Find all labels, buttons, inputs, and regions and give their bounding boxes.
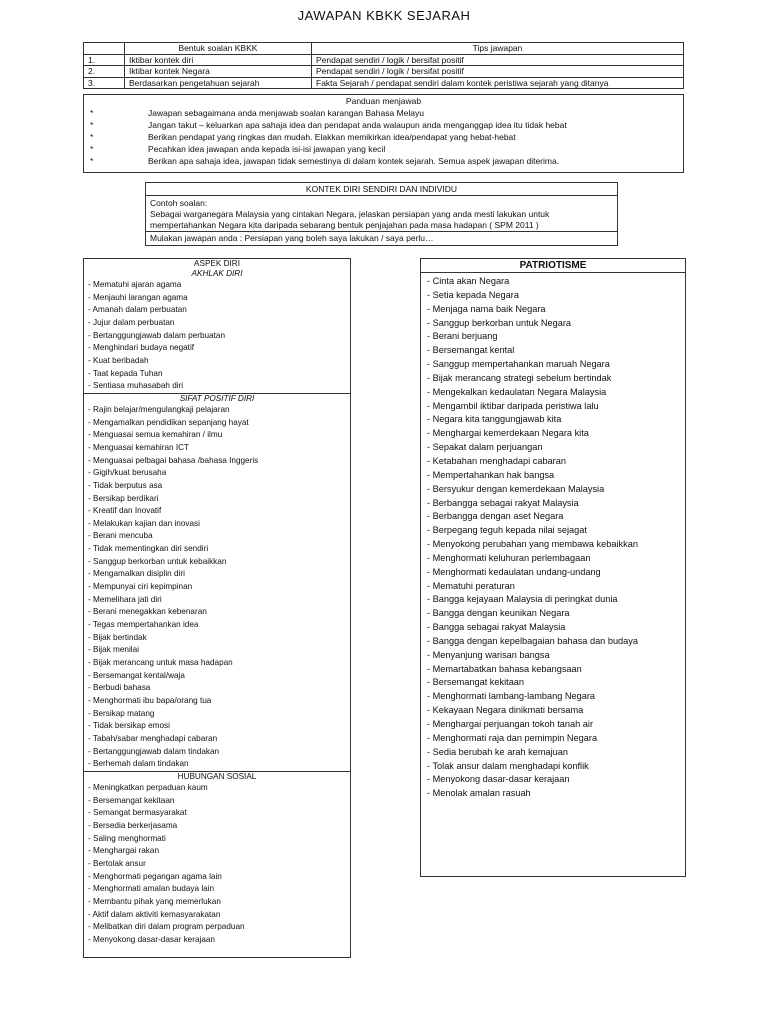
guide-item-text: Berikan pendapat yang ringkas dan mudah. Elakkan memikirkan idea/pendapat yang hebat-hebat bbox=[148, 132, 516, 142]
list-item: - Mempunyai ciri kepimpinan bbox=[88, 582, 193, 592]
list-item: - Tegas mempertahankan idea bbox=[88, 620, 199, 630]
list-item: - Sanggup mempertahankan maruah Negara bbox=[427, 359, 610, 370]
list-item: - Mengamalkan pendidikan sepanjang hayat bbox=[88, 417, 249, 427]
example-start: Mulakan jawapan anda : Persiapan yang boleh saya lakukan / saya perlu… bbox=[146, 231, 617, 245]
list-item: - Melakukan kajian dan inovasi bbox=[88, 518, 200, 528]
sifat-list bbox=[84, 404, 350, 771]
guide-item bbox=[84, 107, 683, 119]
list-item: - Aktif dalam aktiviti kemasyarakatan bbox=[88, 909, 221, 919]
list-item: - Bersemangat kekitaan bbox=[427, 677, 525, 688]
table-row bbox=[84, 77, 684, 89]
list-item: - Sepakat dalam perjuangan bbox=[427, 442, 543, 453]
table-cell: Fakta Sejarah / pendapat sendiri dalam kontek peristiwa sejarah yang ditanya bbox=[312, 77, 684, 89]
table-header-row bbox=[84, 43, 684, 55]
akhlak-list bbox=[84, 279, 350, 393]
list-item: - Menyokong dasar-dasar kerajaan bbox=[427, 774, 570, 785]
sosial-heading: HUBUNGAN SOSIAL bbox=[177, 771, 257, 781]
list-item: - Mematuhi ajaran agama bbox=[88, 280, 182, 289]
list-item: - Berani mencuba bbox=[88, 531, 153, 541]
list-item: - Memelihara jati diri bbox=[88, 594, 162, 604]
list-item: - Berpegang teguh kepada nilai sejagat bbox=[427, 525, 587, 536]
list-item: - Membantu pihak yang memerlukan bbox=[88, 896, 221, 906]
table-cell: Pendapat sendiri / logik / bersifat positif bbox=[312, 66, 684, 78]
list-item: - Taat kepada Tuhan bbox=[88, 368, 163, 378]
table-cell: 2. bbox=[84, 66, 125, 78]
list-item: - Menjaga nama baik Negara bbox=[427, 303, 546, 314]
guide-item bbox=[84, 131, 683, 143]
list-item: - Bersikap matang bbox=[88, 708, 155, 718]
list-item: - Berhemah dalam tindakan bbox=[88, 759, 189, 769]
list-item: - Tidak mementingkan diri sendiri bbox=[88, 544, 209, 554]
list-item: - Mematuhi peraturan bbox=[427, 580, 515, 591]
list-item: - Berbudi bahasa bbox=[88, 683, 151, 693]
list-item: - Amanah dalam perbuatan bbox=[88, 305, 187, 315]
table-header-cell: Tips jawapan bbox=[312, 43, 684, 55]
list-item: - Tabah/sabar menghadapi cabaran bbox=[88, 733, 218, 743]
list-item: - Bersemangat kekitaan bbox=[88, 795, 175, 805]
list-item: - Mengamalkan disiplin diri bbox=[88, 569, 185, 579]
list-item: - Menghargai perjuangan tokoh tanah air bbox=[427, 719, 593, 729]
list-item: - Bersemangat kental/waja bbox=[88, 670, 185, 680]
list-item: - Mengekalkan kedaulatan Negara Malaysia bbox=[427, 386, 607, 397]
guide-item bbox=[84, 143, 683, 155]
list-item: - Bangga dengan keunikan Negara bbox=[427, 608, 570, 619]
list-item: - Berani berjuang bbox=[427, 331, 498, 342]
example-question-line: Sebagai warganegara Malaysia yang cintakan Negara, jelaskan persiapan yang anda mesti lakukan untuk bbox=[150, 209, 550, 219]
list-item: - Bijak menilai bbox=[88, 645, 139, 655]
list-item: - Menghormati kedaulatan undang-undang bbox=[427, 566, 601, 577]
bullet: * bbox=[90, 108, 94, 118]
list-item: - Jujur dalam perbuatan bbox=[88, 317, 175, 327]
list-item: - Bertanggungjawab dalam perbuatan bbox=[88, 330, 226, 340]
list-item: - Negara kita tanggungjawab kita bbox=[427, 414, 562, 425]
guide-item bbox=[84, 155, 683, 167]
list-item: - Tidak bersikap emosi bbox=[88, 721, 170, 731]
table-cell: Iktibar kontek Negara bbox=[125, 66, 312, 78]
guide-item-text: Berikan apa sahaja idea, jawapan tidak semestinya di dalam kontek sejarah. Semua aspek jawapan diterima. bbox=[148, 156, 560, 166]
list-item: - Menguasai semua kemahiran / ilmu bbox=[88, 430, 223, 440]
list-item: - Bersyukur dengan kemerdekaan Malaysia bbox=[427, 483, 605, 494]
list-item: - Saling menghormati bbox=[88, 833, 166, 843]
list-item: - Sanggup berkorban untuk kebaikkan bbox=[88, 556, 227, 566]
list-item: - Bijak bertindak bbox=[88, 632, 147, 642]
table-cell: Iktibar kontek diri bbox=[125, 54, 312, 66]
list-item: - Setia kepada Negara bbox=[427, 289, 519, 300]
bullet: * bbox=[90, 144, 94, 154]
list-item: - Berbangga dengan aset Negara bbox=[427, 511, 564, 522]
page-title: JAWAPAN KBKK SEJARAH bbox=[297, 8, 471, 23]
list-item: - Bersikap berdikari bbox=[88, 493, 159, 503]
list-item: - Menguasai pelbagai bahasa /bahasa Inggeris bbox=[88, 455, 259, 465]
kbkk-table bbox=[83, 42, 684, 89]
list-item: - Bangga sebagai rakyat Malaysia bbox=[427, 622, 566, 633]
table-row bbox=[84, 54, 684, 66]
list-item: - Bertolak ansur bbox=[88, 858, 146, 868]
list-item: - Berani menegakkan kebenaran bbox=[88, 607, 207, 617]
list-item: - Menolak amalan rasuah bbox=[427, 788, 531, 799]
list-item: - Meningkatkan perpaduan kaum bbox=[88, 782, 208, 792]
table-row bbox=[84, 66, 684, 78]
list-item: - Menghormati pegangan agama lain bbox=[88, 871, 222, 881]
list-item: - Bersedia berkerjasama bbox=[88, 820, 178, 830]
list-item: - Menguasai kemahiran ICT bbox=[88, 442, 190, 452]
list-item: - Tolak ansur dalam menghadapi konflik bbox=[427, 760, 589, 771]
guide-item-text: Jawapan sebagaimana anda menjawab soalan karangan Bahasa Melayu bbox=[148, 108, 424, 118]
list-item: - Bijak merancang strategi sebelum bertindak bbox=[427, 372, 612, 383]
sosial-list bbox=[84, 782, 350, 947]
guide-heading: Panduan menjawab bbox=[345, 96, 422, 106]
bullet: * bbox=[90, 120, 94, 130]
list-item: - Menjauhi larangan agama bbox=[88, 292, 188, 302]
list-item: - Berbangga sebagai rakyat Malaysia bbox=[427, 497, 579, 508]
patriotisme-box bbox=[420, 258, 686, 877]
list-item: - Menghormati ibu bapa/orang tua bbox=[88, 696, 212, 705]
list-item: - Menyanjung warisan bangsa bbox=[427, 649, 550, 660]
list-item: - Semangat bermasyarakat bbox=[88, 808, 187, 818]
example-box bbox=[145, 182, 618, 246]
list-item: - Kuat beribadah bbox=[88, 355, 149, 365]
patriotisme-list bbox=[421, 273, 685, 801]
aspek-diri-box bbox=[83, 258, 351, 958]
table-header-cell bbox=[84, 43, 125, 55]
list-item: - Sedia berubah ke arah kemajuan bbox=[427, 746, 568, 757]
list-item: - Bersemangat kental bbox=[427, 345, 515, 356]
list-item: - Bangga kejayaan Malaysia di peringkat dunia bbox=[427, 594, 618, 605]
list-item: - Bijak merancang untuk masa hadapan bbox=[88, 658, 233, 668]
list-item: - Menyokong perubahan yang membawa kebaikkan bbox=[427, 539, 638, 550]
bullet: * bbox=[90, 156, 94, 166]
patriotisme-heading: PATRIOTISME bbox=[421, 259, 685, 273]
list-item: - Bertanggungjawab dalam tindakan bbox=[88, 746, 220, 756]
list-item: - Mengambil iktibar daripada peristiwa lalu bbox=[427, 400, 599, 411]
list-item: - Menyokong dasar-dasar kerajaan bbox=[88, 934, 215, 944]
list-item: - Gigih/kuat berusaha bbox=[88, 468, 167, 478]
table-cell: 3. bbox=[84, 77, 125, 89]
example-heading: KONTEK DIRI SENDIRI DAN INDIVIDU bbox=[146, 183, 617, 196]
table-cell: 1. bbox=[84, 54, 125, 66]
list-item: - Sentiasa muhasabah diri bbox=[88, 381, 184, 391]
guide-item-text: Jangan takut – keluarkan apa sahaja idea dan pendapat anda walaupun anda menganggap idea itu tidak hebat bbox=[148, 120, 567, 130]
example-question-line: mempertahankan Negara kita daripada sebarang bentuk penjajahan pada masa hadapan ( SPM 2011 ) bbox=[150, 220, 539, 230]
list-item: - Menghormati keluhuran perlembagaan bbox=[427, 552, 591, 563]
table-cell: Berdasarkan pengetahuan sejarah bbox=[125, 77, 312, 89]
list-item: - Menghargai rakan bbox=[88, 846, 159, 856]
bullet: * bbox=[90, 132, 94, 142]
list-item: - Menghormati raja dan pemimpin Negara bbox=[427, 732, 598, 743]
list-item: - Kekayaan Negara dinikmati bersama bbox=[427, 705, 584, 716]
akhlak-heading: AKHLAK DIRI bbox=[191, 269, 243, 278]
table-cell: Pendapat sendiri / logik / bersifat positif bbox=[312, 54, 684, 66]
guide-item-text: Pecahkan idea jawapan anda kepada isi-isi jawapan yang kecil bbox=[148, 144, 386, 154]
list-item: - Rajin belajar/mengulangkaji pelajaran bbox=[88, 404, 230, 414]
list-item: - Tidak berputus asa bbox=[88, 480, 163, 490]
guide-box bbox=[83, 94, 684, 173]
aspek-diri-heading: ASPEK DIRI bbox=[194, 259, 240, 268]
list-item: - Menghormati lambang-lambang Negara bbox=[427, 691, 596, 702]
sifat-heading: SIFAT POSITIF DIRI bbox=[179, 393, 255, 403]
list-item: - Sanggup berkorban untuk Negara bbox=[427, 317, 572, 328]
guide-item bbox=[84, 119, 683, 131]
list-item: - Kreatif dan Inovatif bbox=[88, 506, 162, 516]
list-item: - Mempertahankan hak bangsa bbox=[427, 469, 555, 480]
table-header-cell: Bentuk soalan KBKK bbox=[125, 43, 312, 55]
list-item: - Menghormati amalan budaya lain bbox=[88, 884, 215, 894]
list-item: - Cinta akan Negara bbox=[427, 276, 510, 286]
list-item: - Bangga dengan kepelbagaian bahasa dan budaya bbox=[427, 635, 638, 646]
list-item: - Memartabatkan bahasa kebangsaan bbox=[427, 663, 582, 674]
example-label: Contoh soalan: bbox=[150, 198, 208, 208]
list-item: - Menghargai kemerdekaan Negara kita bbox=[427, 428, 589, 439]
list-item: - Menghindari budaya negatif bbox=[88, 343, 195, 353]
list-item: - Ketabahan menghadapi cabaran bbox=[427, 455, 566, 466]
list-item: - Melibatkan diri dalam program perpaduan bbox=[88, 922, 245, 932]
